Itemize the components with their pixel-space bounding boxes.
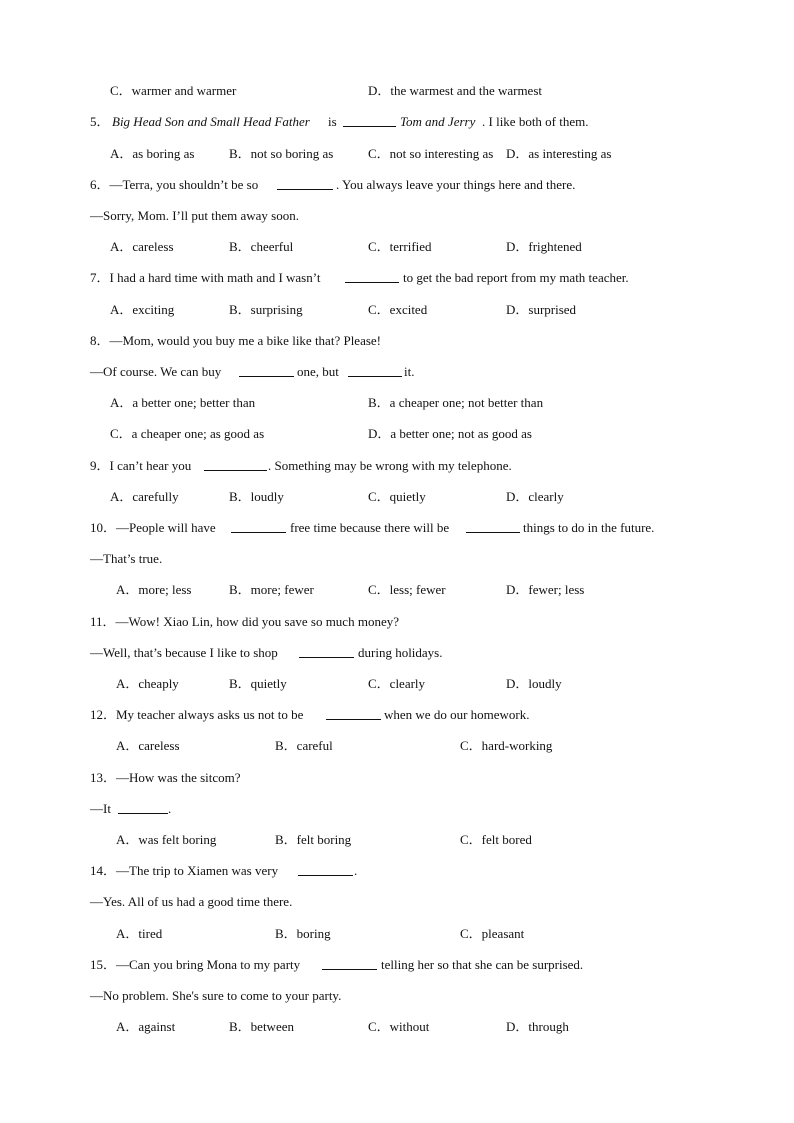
text-segment: —No problem. She's sure to come to your party. [90, 988, 342, 1003]
text-segment: during holidays. [358, 645, 443, 660]
text-segment: —Of course. We can buy [90, 364, 222, 379]
text-segment: 9．I can’t hear you [90, 458, 192, 473]
text-segment: D．loudly [506, 676, 562, 691]
text-segment: B．between [229, 1019, 294, 1034]
text-segment: —Sorry, Mom. I’ll put them away soon. [90, 208, 299, 223]
text-segment: Tom and Jerry [400, 114, 476, 129]
text-segment: 12．My teacher always asks us not to be [90, 707, 304, 722]
text-segment: B．a cheaper one; not better than [368, 395, 544, 410]
text-segment: 11．—Wow! Xiao Lin, how did you save so much money? [90, 614, 399, 629]
blank-line [298, 863, 353, 879]
answer-blank [348, 364, 402, 377]
text-segment: D．as interesting as [506, 146, 612, 161]
text-segment: A．against [116, 1019, 176, 1034]
text-segment: B．boring [275, 926, 331, 941]
answer-blank [204, 458, 267, 471]
blank-line [322, 957, 377, 973]
text-segment: it. [404, 364, 415, 379]
text-segment: B．not so boring as [229, 146, 334, 161]
blank-line [299, 645, 354, 661]
text-segment: . [168, 801, 172, 816]
text-segment: 5． [90, 114, 110, 129]
text-segment: D．surprised [506, 302, 577, 317]
text-segment: 15．—Can you bring Mona to my party [90, 957, 301, 972]
blank-line [345, 270, 399, 286]
text-segment: A．cheaply [116, 676, 179, 691]
answer-blank [298, 863, 353, 876]
text-segment: A．was felt boring [116, 832, 217, 847]
answer-blank [239, 364, 294, 377]
blank-line [239, 364, 294, 380]
text-segment: . You always leave your things here and there. [336, 177, 576, 192]
answer-blank [466, 520, 520, 533]
text-segment: A．carefully [110, 489, 179, 504]
text-segment: B．careful [275, 738, 333, 753]
text-segment: C．excited [368, 302, 428, 317]
text-segment: D．fewer; less [506, 582, 585, 597]
text-segment: when we do our homework. [384, 707, 530, 722]
text-segment: C．pleasant [460, 926, 525, 941]
text-segment: C．without [368, 1019, 430, 1034]
answer-blank [231, 520, 286, 533]
blank-line [326, 707, 381, 723]
text-segment: D．a better one; not as good as [368, 426, 532, 441]
text-segment: C．quietly [368, 489, 426, 504]
text-segment: B．felt boring [275, 832, 352, 847]
blank-line [231, 520, 286, 536]
text-segment: D．the warmest and the warmest [368, 83, 543, 98]
blank-line [204, 458, 267, 474]
blank-line [277, 177, 333, 193]
text-segment: —It [90, 801, 111, 816]
text-segment: B．quietly [229, 676, 287, 691]
text-segment: C．a cheaper one; as good as [110, 426, 265, 441]
blank-line [118, 801, 168, 817]
text-segment: —Well, that’s because I like to shop [90, 645, 278, 660]
text-segment: A．tired [116, 926, 163, 941]
answer-blank [326, 707, 381, 720]
answer-blank [299, 645, 354, 658]
text-segment: C．clearly [368, 676, 426, 691]
text-segment: C．hard-working [460, 738, 553, 753]
text-segment: C．felt bored [460, 832, 532, 847]
text-segment: . [354, 863, 358, 878]
text-segment: is [328, 114, 337, 129]
text-segment: B．more; fewer [229, 582, 314, 597]
text-segment: D．clearly [506, 489, 564, 504]
blank-line [466, 520, 520, 536]
text-segment: free time because there will be [290, 520, 450, 535]
text-segment: telling her so that she can be surprised. [381, 957, 584, 972]
text-segment: 8．—Mom, would you buy me a bike like that? Please! [90, 333, 382, 348]
blank-line [343, 114, 396, 130]
text-segment: C．terrified [368, 239, 432, 254]
text-segment: A．exciting [110, 302, 175, 317]
text-segment: B．surprising [229, 302, 303, 317]
text-segment: C．warmer and warmer [110, 83, 237, 98]
text-segment: C．not so interesting as [368, 146, 494, 161]
text-segment: D．frightened [506, 239, 582, 254]
text-segment: one, but [297, 364, 339, 379]
answer-blank [343, 114, 396, 127]
text-segment: 7．I had a hard time with math and I wasn’t [90, 270, 321, 285]
answer-blank [322, 957, 377, 970]
text-segment: —Yes. All of us had a good time there. [90, 894, 293, 909]
text-segment: D．through [506, 1019, 569, 1034]
text-segment: A．careless [110, 239, 174, 254]
text-segment: A．careless [116, 738, 180, 753]
text-segment: —That’s true. [90, 551, 163, 566]
text-segment: things to do in the future. [523, 520, 655, 535]
text-segment: . Something may be wrong with my telephone. [268, 458, 512, 473]
text-segment: 10．—People will have [90, 520, 216, 535]
text-segment: B．cheerful [229, 239, 294, 254]
answer-blank [118, 801, 168, 814]
text-segment: 6．—Terra, you shouldn’t be so [90, 177, 259, 192]
text-segment: 13．—How was the sitcom? [90, 770, 241, 785]
text-segment: to get the bad report from my math teacher. [403, 270, 629, 285]
text-segment: B．loudly [229, 489, 284, 504]
text-segment: 14．—The trip to Xiamen was very [90, 863, 279, 878]
text-segment: Big Head Son and Small Head Father [112, 114, 310, 129]
text-segment: C．less; fewer [368, 582, 446, 597]
text-segment: A．a better one; better than [110, 395, 256, 410]
answer-blank [277, 177, 333, 190]
text-segment: A．as boring as [110, 146, 195, 161]
text-segment: . I like both of them. [482, 114, 589, 129]
text-segment: A．more; less [116, 582, 192, 597]
answer-blank [345, 270, 399, 283]
blank-line [348, 364, 402, 380]
